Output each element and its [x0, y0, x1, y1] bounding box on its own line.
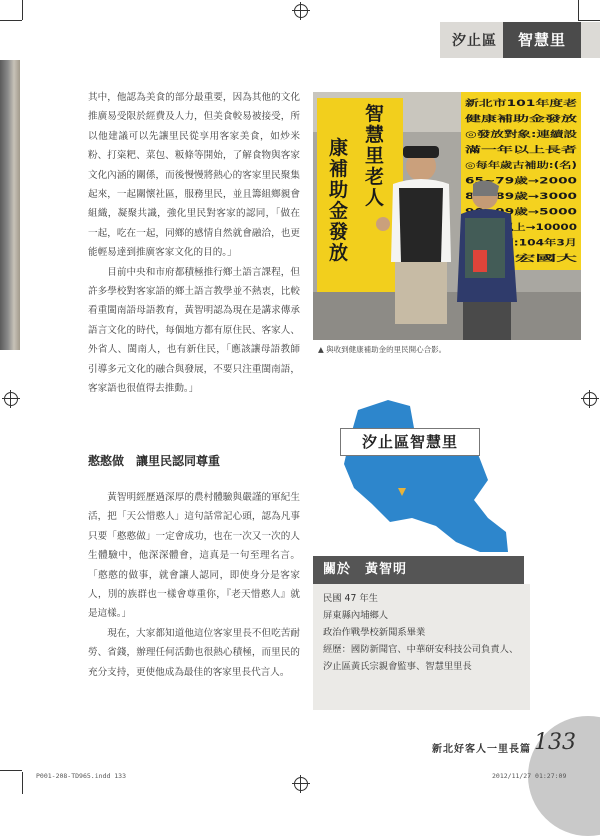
about-line: 屏東縣內埔鄉人 — [323, 610, 389, 621]
sign-line: 健康補助金發放 — [465, 114, 526, 125]
section-heading: 憨憨做 讓里民認同尊重 — [88, 454, 221, 468]
district-name: 汐止區 — [452, 33, 497, 49]
crop-mark — [22, 0, 23, 20]
crop-mark — [578, 20, 600, 21]
registration-mark-icon — [583, 392, 597, 406]
village-map-shape — [344, 400, 508, 552]
sign-character: 助 — [329, 179, 349, 201]
about-heading-label: 關於 — [323, 562, 352, 577]
sign-character: 老 — [365, 166, 385, 188]
registration-mark-icon — [294, 777, 308, 791]
sign-line: ◎發放對象:連續設 — [465, 130, 537, 140]
sign-line: 新北市101年度老 — [465, 99, 535, 109]
sign-line: 65~79歲→2000 — [465, 176, 536, 187]
sign-character: 慧 — [365, 124, 385, 146]
page-number: 133 — [534, 730, 576, 755]
sign-character: 發 — [329, 221, 349, 243]
sign-character: 智 — [365, 103, 385, 125]
crop-mark — [578, 0, 579, 20]
paragraph: 目前中央和市府都積極推行鄉土語言課程，但許多學校對客家語的鄉土語言教學並不熱衷，比較看重閩南語母語教育，黃智明認為現在是講求傳承語言文化的時代，每個地方都有原住民、客家人、外省人、閩南人，也有新住民，「應該讓母語教師引導多元文化的融合與發展，不要只注重閩南語，客家語也很值得去推動。」 — [88, 266, 300, 395]
sign-character: 人 — [365, 187, 385, 209]
article-body — [88, 88, 300, 399]
previous-page-photo-edge — [0, 60, 20, 350]
sign-character: 金 — [329, 200, 349, 222]
book-title: 新北好客人一里長篇 — [432, 744, 531, 755]
district-map — [310, 392, 532, 560]
event-photo-illustration — [313, 92, 581, 340]
registration-mark-icon — [4, 392, 18, 406]
about-heading — [313, 556, 524, 584]
sign-line: ◎每年歲古補助:(名) — [465, 161, 544, 171]
crop-mark — [22, 772, 23, 794]
sign-character: 放 — [329, 242, 349, 264]
about-line: 政治作戰學校新聞系畢業 — [323, 627, 426, 638]
paragraph: 現在，大家都知道他這位客家里長不但吃苦耐勞、省錢，辦理任何活動也很熱心積極，而里民的充分支持，更使他成為最佳的客家里長代言人。 — [88, 627, 300, 678]
about-line: 經歷：國防新聞官、中華研安科技公司負責人、汐止區黃氏宗親會監事、智慧里里長 — [323, 644, 519, 672]
photo-caption: ▲ 與收到健康補助金的里民開心合影。 — [318, 345, 447, 354]
about-details — [313, 584, 530, 710]
crop-mark — [0, 20, 22, 21]
crop-mark — [0, 770, 22, 771]
paragraph: 黃智明經歷過深厚的農村體驗與嚴謹的軍紀生活，把「天公惜憨人」這句話常記心頭，認為凡事只要「憨憨做」一定會成功，也在一次又一次的人生體驗中，他深深體會，這真是一句至理名言。「憨憨的做事，就會讓人認同，即使身分是客家人，別的族群也一樣會尊重你，『老天惜憨人』就是這樣。」 — [88, 492, 300, 620]
map-label: 汐止區智慧里 — [340, 428, 480, 456]
event-photo — [313, 92, 581, 340]
registration-mark-icon — [294, 4, 308, 18]
village-tab: 智慧里 — [503, 22, 581, 58]
paragraph: 其中，他認為美食的部分最重要，因為其他的文化推廣易受限於經費及人力，但美食較易被接受，所以他建議可以先讓里民從享用客家美食，如炒米粉、打粢粑、菜包、粄條等開始，了解食物與客家文化內涵的關係，而後慢慢將熱心的客家里民聚集起來，一起關懷社區，服務里民，並且籌組鄉親會組織，凝聚共識，強化里民對客家的認同，「做在一起，吃在一起，同鄉的感情自然就會融洽，也更能輕易達到推廣客家文化的目的。」 — [88, 92, 300, 259]
sign-line: 80~89歲→3000 — [465, 192, 536, 202]
about-line: 民國 47 年生 — [323, 593, 378, 604]
print-slug-date: 2012/11/27 01:27:09 — [492, 772, 567, 780]
sign-character: 康 — [329, 137, 349, 159]
sign-line: 滿一年以上長者 — [465, 145, 526, 156]
section-body — [88, 488, 300, 682]
about-name: 黃智明 — [365, 562, 408, 577]
sign-character: 補 — [329, 158, 349, 180]
print-slug-file: P001-208-TD965.indd 133 — [36, 772, 127, 780]
sign-character: 里 — [365, 145, 385, 167]
